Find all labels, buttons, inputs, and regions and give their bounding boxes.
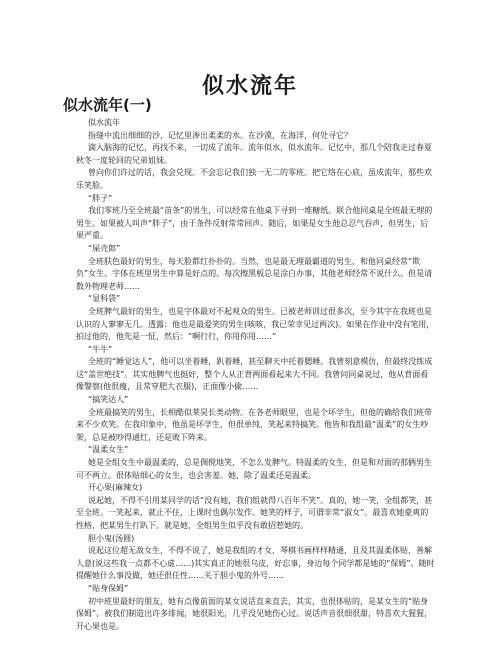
paragraph: “搞笑达人” bbox=[88, 395, 129, 405]
document-title: 似水流年 bbox=[201, 74, 298, 99]
paragraph: “显科袋” bbox=[88, 294, 121, 304]
paragraph: 说起这位超无敌女生，不得不说了，她是我组的才女，琴棋书画样样精通，且及其温柔体贴，善解人意(说这些我一点都不心虚……)其实真正的她很乌皮，好忘事，身边每个同学都是她的“保姆”。随时提醒她什么事没做，她还很任性……关于胆小鬼的外号…… bbox=[76, 546, 435, 581]
paragraph: 全班肤色最好的男生，每天脸都红扑扑的。当然，也是最无理最霸道的男生，和他同桌经常“欺负”女生。字体在班里男生中算是好点的。每次擦黑板总是涂白办事，其他老师经常不说什么。但是请数外物理老师…… bbox=[76, 256, 433, 291]
paragraph: “温柔女生” bbox=[88, 445, 129, 455]
paragraph: 她是全组女生中最温柔的，总是倜傥地笑，不怎么发脾气。特温柔的女生，但是和对面的那俩男生可不两立。很体贴细心的女生，也会害羞。她，除了温柔还是温柔。 bbox=[76, 458, 432, 480]
paragraph: “胖子” bbox=[88, 193, 113, 203]
paragraph: 全班脾气最好的男生，也是字体最对不起观众的男生。已被老师训过很多次，至今其字在我班也是认识的人寥寥无几。透露：他也是最爱笑的男生(咳咳，我已荣幸见过两次)。如果在作业中没有笔用，拍过他的，他先是一怔，然后：“啊行行，你用你用……” bbox=[76, 306, 435, 342]
paragraph: 曾向你们许过的话，我会兑现。不会忘记我们独一无二的零班。把它络在心底，虽成流年，那些欢乐笑脸。 bbox=[76, 168, 432, 190]
paragraph: “牛牛” bbox=[88, 344, 113, 354]
paragraph: 初中班里最好的朋友，她有点像前面的某女说话直来直去，其实，也很体贴的，是某女生的“贴身保姆”。被我们制造出许多绯闻，她很阳光，几乎没见她伤心过。说话声音很细很甜，特喜欢大猩猩，开心果也是。 bbox=[76, 596, 433, 631]
paragraph: 说起她，不得不引用某同学的话“没有她，我们组就得八百年不笑”。真的，她一笑，全组都笑，甚至全班。一笑起来，就止不住，上课时也偶尔发作。她笑的样子，可谓非常“淑女”。最喜欢她豪爽的性格，把某男生打趴下。就是她，全组男生似乎没有敢招惹她的。 bbox=[76, 495, 433, 530]
paragraph: 胆小鬼(汤圆) bbox=[88, 533, 135, 543]
paragraph: 似水流年 bbox=[88, 118, 120, 127]
paragraph: 全班最搞笑的男生，长相酷似莱昊长类动物。在各老师眼里，也是个坏学生，但他的确给我们班带来不少欢笑。在我印象中，他虽是坏学生，但很单纯，笑起来特搞笑。他皆和我组最“温柔”的女生吵架，总是被吵得通红，还是败下阵来。 bbox=[76, 407, 432, 442]
document-body bbox=[76, 117, 436, 633]
paragraph: 开心果(麻辣女) bbox=[88, 483, 143, 493]
section-heading: 似水流年(一) bbox=[63, 96, 152, 114]
paragraph: “屎壳郎” bbox=[88, 243, 121, 253]
paragraph: 全班的“睡觉达人”，他可以坐着睡，趴着睡，甚至聊天中托着腮睡。我曾刻意模仿，但最终没练成这“盖世绝技”。其实他脾气也挺好，整个人从正背两面看起来大不同。我曾问同桌说过，他从背面看像警察(他很瘦，且常穿肥大衣服)，正面像小偷…… bbox=[76, 357, 433, 392]
paragraph: 指缝中流出细细的沙，记忆里渗出柔柔的水。在沙漠，在海洋，何处寻它？ bbox=[88, 130, 352, 140]
paragraph: “贴身保姆” bbox=[88, 583, 129, 593]
paragraph: 滴入脑海的记忆，再找不来，一切成了流年。流年似水，似水流年。记忆中，那几个陪我走过春夏秋冬一度轮回的兄弟姐妹。 bbox=[76, 143, 432, 165]
paragraph: 我们零班乃至全班最“苗条”的男生，可以经常在他桌下寻到一堆糖纸。联合他同桌是全班最无理的男生。如果被人叫声“胖子”，由于条件反射常常回声。随后，如果是女生他总忍气吞声，但男生，后果严重。 bbox=[76, 206, 433, 241]
